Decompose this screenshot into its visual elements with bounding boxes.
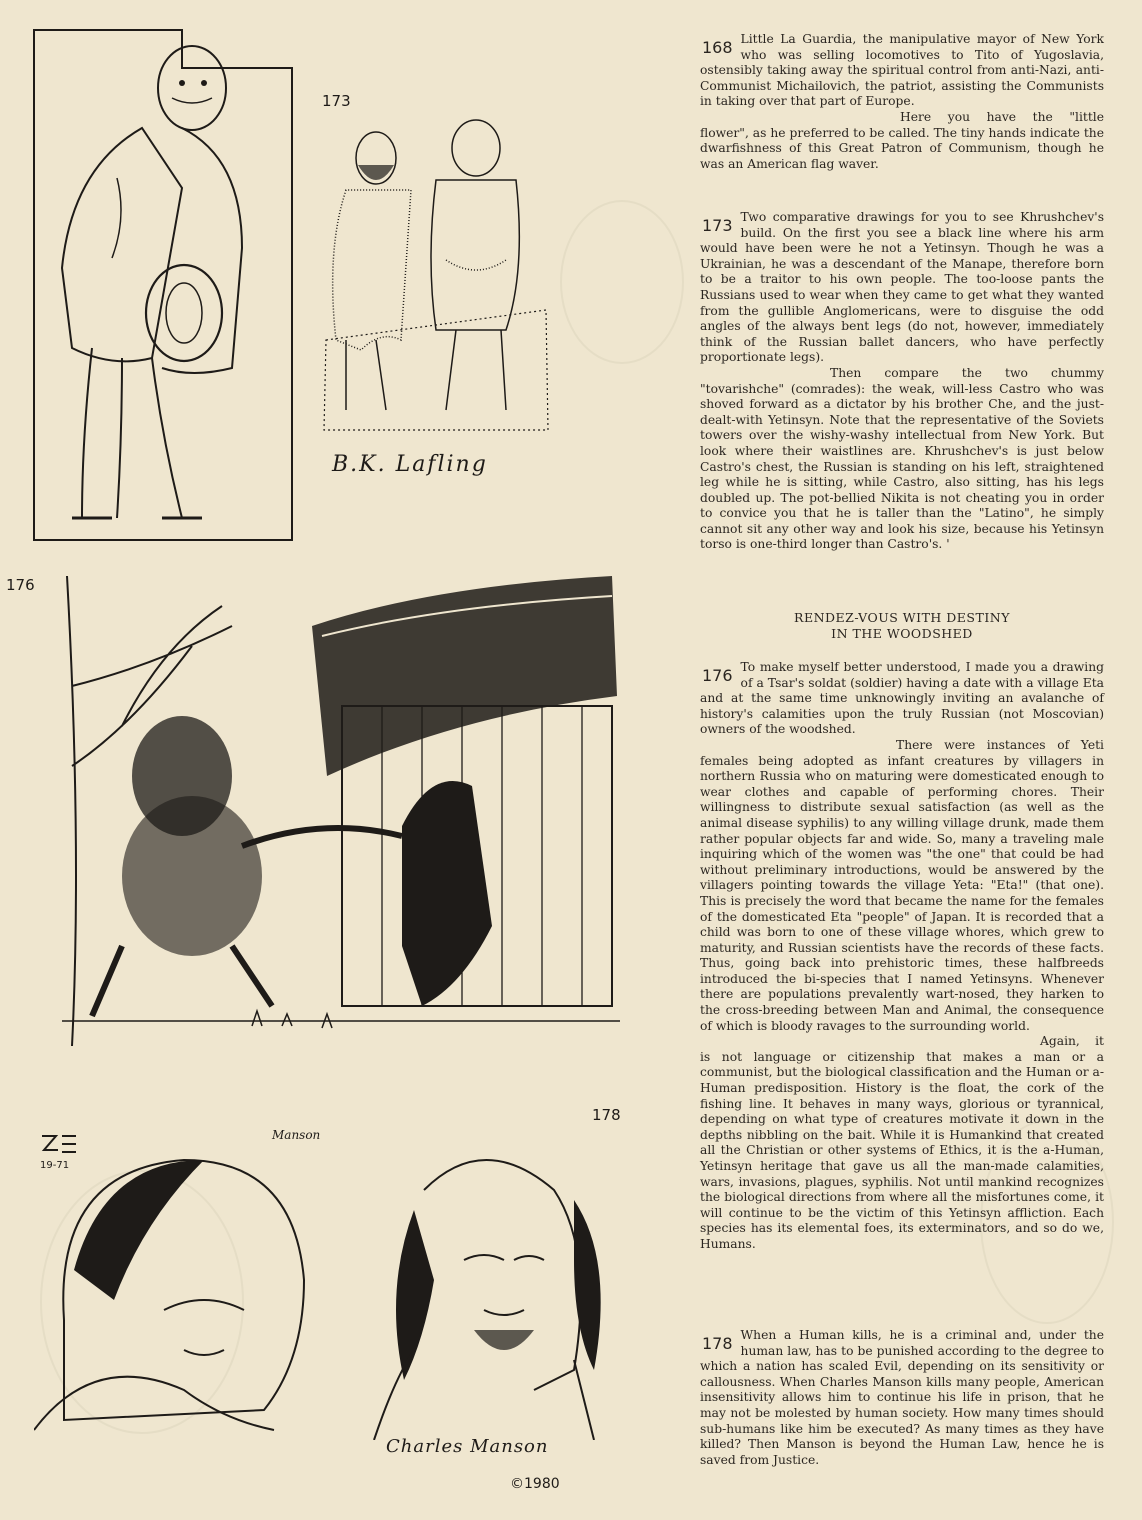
section-number: 168 bbox=[702, 38, 733, 57]
signature-manson-small: Manson bbox=[272, 1128, 321, 1142]
section-text: To make myself better understood, I made you a drawing of a Tsar's soldat (soldier) having a date with a village Eta and at the same time unknowingly inviting an avalanche of history's calamities upon the truly Russian (not Moscovian) owners of the woodshed. bbox=[700, 660, 1104, 737]
section-heading bbox=[700, 610, 1104, 642]
khrushchev-castro-drawing bbox=[316, 110, 556, 440]
manson-portraits-drawing bbox=[34, 1150, 624, 1440]
figure-173-label: 173 bbox=[322, 92, 351, 110]
copyright: ©1980 bbox=[510, 1476, 560, 1492]
laguardia-drawing bbox=[32, 28, 294, 542]
section-178-paragraph bbox=[700, 1328, 1104, 1468]
figure-178-label: 178 bbox=[592, 1106, 621, 1124]
section-number: 173 bbox=[702, 216, 733, 235]
figure-176-label: 176 bbox=[6, 576, 35, 594]
section-number: 176 bbox=[702, 666, 733, 685]
section-text: When a Human kills, he is a criminal and, under the human law, has to be punished according to the degree to which a nation has scaled Evil, depending on its sensitivity or callousness. When Charles Manson kills many people, American insensitivity allows him to continue his life in prison, that he may not be molested by human society. How many times should sub-humans like him be executed? As many times as they have killed? Then Manson is beyond the Human Law, hence he is saved from Justice. bbox=[700, 1328, 1104, 1467]
section-text-continuation: Then compare the two chummy "tovarishche" (comrades): the weak, will-less Castro who was shoved forward as a dictator by his brother Che, and the just-dealt-with Yetinsyn. Note that the representative of the Soviets towers over the wishy-washy intellectual from New York. But look where their waistlines are. Khrushchev's is just below Castro's chest, the Russian is standing on his left, straightened leg while he is sitting, while Castro, also sitting, has his legs doubled up. The pot-bellied Nikita is not cheating you in order to convice you that he is taller than the "Latino", he simply cannot sit any other way and look his size, because his Yetinsyn torso is one-third longer than Castro's. ' bbox=[700, 365, 1104, 552]
figure-173-drawing bbox=[316, 110, 556, 440]
figure-168-laguardia bbox=[32, 28, 294, 542]
section-176 bbox=[700, 660, 1104, 1253]
section-text: Two comparative drawings for you to see Khrushchev's build. On the first you see a black line where his arm would have been were he not a Yetinsyn. Though he was a Ukrainian, he was a descendant of the Manape, therefore born to be a traitor to his own people. The too-loose pants the Russians used to wear when they came to get what they wanted from the gullible Anglomericans, were to disguise the odd angles of the always bent legs (do not, however, immediately think of the Russian ballet dancers, who have perfectly proportionate legs). bbox=[700, 210, 1104, 365]
signature-charles-manson: Charles Manson bbox=[386, 1436, 549, 1457]
bleed-through-shape bbox=[560, 200, 684, 364]
signature-bk: B.K. Lafling bbox=[332, 452, 488, 477]
monogram-date: 19-71 bbox=[40, 1160, 70, 1171]
section-178 bbox=[700, 1328, 1104, 1468]
section-text-continuation: Here you have the "little flower", as he preferred to be called. The tiny hands indicate the dwarfishness of this Great Patron of Communism, though he was an American flag waver. bbox=[700, 109, 1104, 171]
section-176-paragraph bbox=[700, 660, 1104, 738]
section-173 bbox=[700, 210, 1104, 553]
section-173-paragraph bbox=[700, 210, 1104, 366]
figure-178-drawing bbox=[34, 1150, 624, 1440]
woodshed-drawing bbox=[62, 566, 620, 1048]
section-number: 178 bbox=[702, 1334, 733, 1353]
section-168-paragraph bbox=[700, 32, 1104, 110]
section-text: Little La Guardia, the manipulative mayor of New York who was selling locomotives to Tito of Yugoslavia, ostensibly taking away the spiritual control from anti-Nazi, anti-Communist Michailovich, the patriot, assisting the Communists in taking over that part of Europe. bbox=[700, 32, 1104, 109]
heading-line-2: IN THE WOODSHED bbox=[831, 626, 973, 641]
heading-line-1: RENDEZ-VOUS WITH DESTINY bbox=[794, 610, 1010, 625]
section-text-continuation-2: Again, it is not language or citizenship that makes a man or a communist, but the biological classification and the Human or a-Human predisposition. History is the float, the cork of the fishing line. It behaves in many ways, glorious or tyrannical, depending on what type of creatures motivate it down in the depths nibbling on the bait. While it is Humankind that created all the Christian or other systems of Ethics, it is the a-Human, Yetinsyn heritage that gave us all the man-made calamities, wars, invasions, plagues, syphilis. Not until mankind recognizes the biological directions from where all the misfortunes come, it will continue to be the victim of this Yetinsyn affliction. Each species has its elemental foes, its exterminators, and so do we, Humans. bbox=[700, 1034, 1105, 1251]
figure-176-drawing bbox=[62, 566, 620, 1048]
section-text-continuation: There were instances of Yeti females being adopted as infant creatures by villagers in northern Russia who on maturing were domesticated enough to wear clothes and capable of performing chores. Their willingness to distribute sexual satisfaction (as well as the animal disease syphilis) to any willing village drunk, made them rather popular objects far and wide. So, many a traveling male inquiring which of the women was "the one" that could be had without preliminary introductions, would be answered by the villagers pointing towards the village Yeta: "Eta!" (that one). This is precisely the word that became the name for the females of the domesticated Eta "people" of Japan. It is recorded that a child was born to one of these village whores, which grew to maturity, and Russian scientists have the records of these facts. Thus, going back into prehistoric times, these halfbreeds introduced the bi-species that I named Yetinsyns. Whenever there are populations prevalently wart-nosed, they harken to the cross-breeding between Man and Animal, the consequence of which is bloody ravages to the surrounding world. bbox=[700, 737, 1104, 1033]
section-168 bbox=[700, 32, 1104, 172]
